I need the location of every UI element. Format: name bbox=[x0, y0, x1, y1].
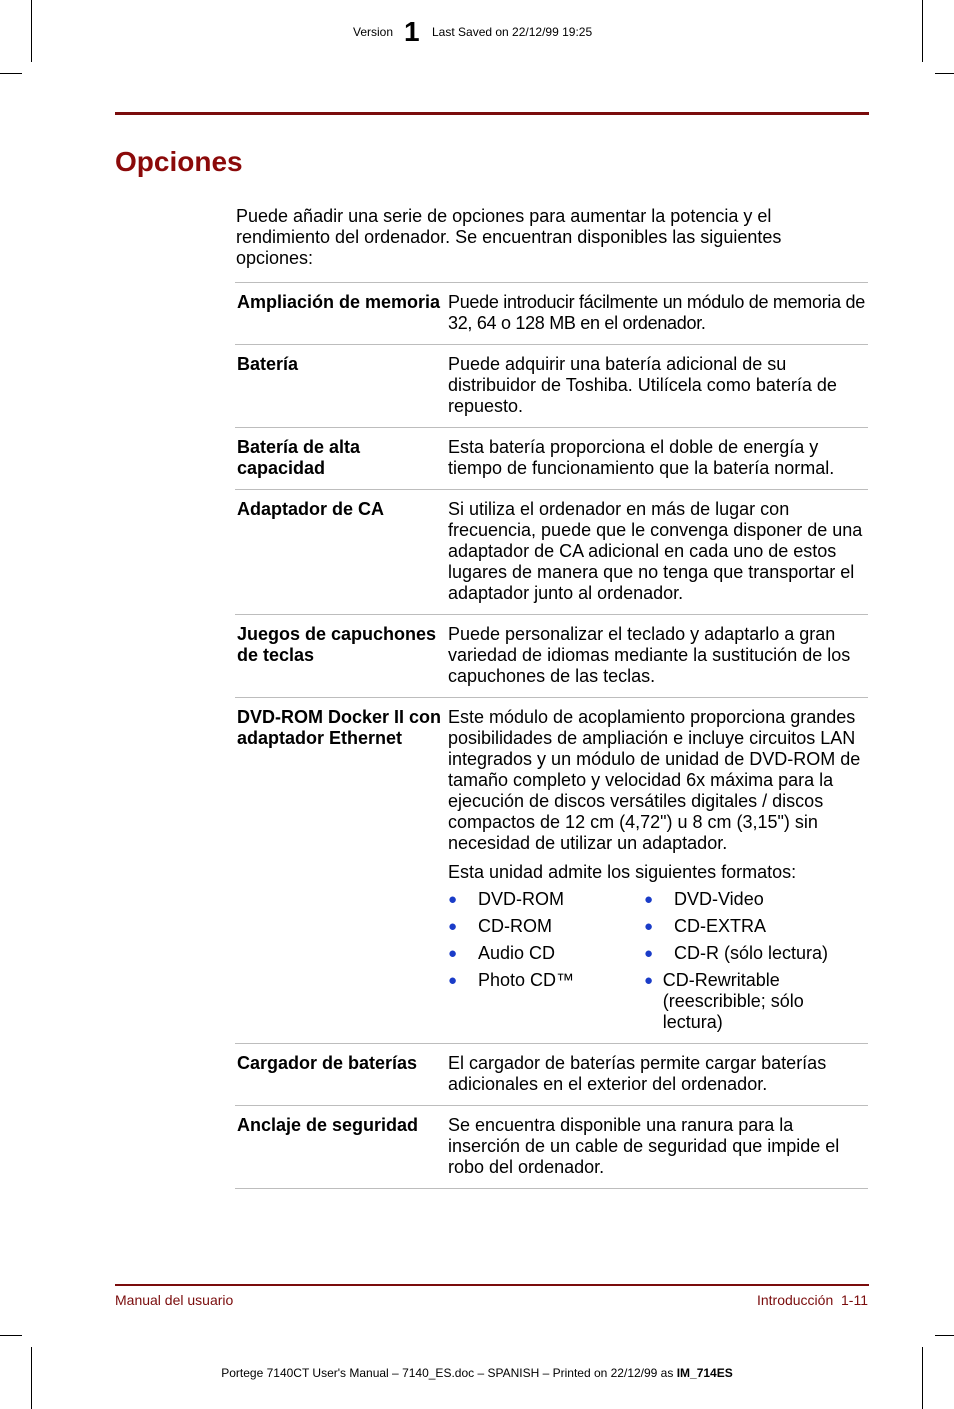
table-row bbox=[235, 1044, 868, 1106]
format-label: DVD-ROM bbox=[478, 889, 564, 909]
bullet-icon: ● bbox=[644, 891, 654, 908]
bullet-icon: ● bbox=[644, 972, 654, 989]
list-item bbox=[448, 916, 644, 937]
crop-mark bbox=[922, 0, 923, 62]
list-item bbox=[448, 943, 644, 964]
format-label: Photo CD™ bbox=[478, 970, 575, 990]
version-label: Version bbox=[353, 25, 394, 39]
intro-paragraph: Puede añadir una serie de opciones para aumentar la potencia y el rendimiento del ordenador. Se encuentran disponibles las siguientes opciones: bbox=[236, 206, 782, 268]
format-label: DVD-Video bbox=[674, 889, 764, 909]
bullet-icon: ● bbox=[644, 918, 654, 935]
format-label: CD-EXTRA bbox=[674, 916, 767, 936]
option-description: Puede introducir fácilmente un módulo de memoria de 32, 64 o 128 MB en el ordenador. bbox=[448, 292, 865, 333]
formats-intro: Esta unidad admite los siguientes formatos: bbox=[448, 862, 797, 882]
footer-manual-title: Manual del usuario bbox=[115, 1292, 234, 1308]
table-row bbox=[235, 615, 868, 698]
option-name: Batería bbox=[237, 354, 299, 374]
option-name: Ampliación de memoria bbox=[237, 292, 441, 312]
footer-page-number: Introducción 1-11 bbox=[756, 1292, 868, 1308]
list-item bbox=[644, 916, 868, 937]
option-name: Cargador de baterías bbox=[237, 1053, 418, 1073]
list-item bbox=[448, 889, 644, 910]
crop-mark bbox=[935, 73, 954, 74]
bullet-icon: ● bbox=[644, 945, 654, 962]
list-item bbox=[448, 970, 644, 1033]
table-row bbox=[235, 345, 868, 428]
option-description: Puede personalizar el teclado y adaptarlo a gran variedad de idiomas mediante la sustitución de los capuchones de las teclas. bbox=[448, 624, 851, 686]
crop-mark bbox=[31, 0, 32, 62]
option-name: DVD-ROM Docker II con adaptador Ethernet bbox=[237, 707, 442, 748]
crop-mark bbox=[935, 1335, 954, 1336]
crop-mark bbox=[0, 1335, 22, 1336]
format-label: CD-R (sólo lectura) bbox=[674, 943, 829, 963]
list-item bbox=[644, 889, 868, 910]
table-row bbox=[235, 428, 868, 490]
table-row bbox=[235, 283, 868, 345]
option-name: Juegos de capuchones de teclas bbox=[237, 624, 437, 665]
option-description: Si utiliza el ordenador en más de lugar con frecuencia, puede que le convenga disponer de una adaptador de CA adicional en cada uno de estos lugares de manera que no tenga que transportar el adaptador junto al ordenador. bbox=[448, 499, 863, 603]
list-item bbox=[644, 970, 868, 1033]
table-row bbox=[235, 698, 868, 1044]
bullet-icon: ● bbox=[448, 972, 458, 989]
table-row bbox=[235, 490, 868, 615]
print-code: IM_714ES bbox=[676, 1366, 733, 1380]
bullet-icon: ● bbox=[448, 918, 458, 935]
version-number: 1 bbox=[404, 16, 420, 47]
formats-list bbox=[448, 889, 868, 1033]
footer-rule bbox=[115, 1284, 869, 1286]
option-description-cell bbox=[446, 698, 868, 1044]
option-description: El cargador de baterías permite cargar baterías adicionales en el exterior del ordenador. bbox=[448, 1053, 827, 1094]
option-description: Puede adquirir una batería adicional de su distribuidor de Toshiba. Utilícela como batería de repuesto. bbox=[448, 354, 837, 416]
table-row bbox=[235, 1106, 868, 1189]
format-label: Audio CD bbox=[478, 943, 556, 963]
bullet-icon: ● bbox=[448, 891, 458, 908]
header-rule bbox=[115, 112, 869, 115]
option-description: Este módulo de acoplamiento proporciona grandes posibilidades de ampliación e incluye circuitos LAN integrados y un módulo de unidad de DVD-ROM de tamaño completo y velocidad 6x máxima para la ejecución de discos versátiles digitales / discos compactos de 12 cm (4,72") u 8 cm (3,15") sin necesidad de utilizar un adaptador. bbox=[448, 707, 861, 853]
format-label: CD-ROM bbox=[478, 916, 552, 936]
page-title: Opciones bbox=[115, 146, 243, 177]
list-item bbox=[644, 943, 868, 964]
print-line-text: Portege 7140CT User's Manual – 7140_ES.doc – SPANISH – Printed on 22/12/99 as bbox=[221, 1366, 674, 1380]
bullet-icon: ● bbox=[448, 945, 458, 962]
option-description: Esta batería proporciona el doble de energía y tiempo de funcionamiento que la batería normal. bbox=[448, 437, 835, 478]
format-label: CD-Rewritable (reescribible; sólo lectura) bbox=[662, 970, 804, 1032]
option-name: Batería de alta capacidad bbox=[237, 437, 361, 478]
options-table bbox=[235, 282, 868, 1189]
option-name: Anclaje de seguridad bbox=[237, 1115, 419, 1135]
print-info bbox=[0, 1366, 954, 1380]
option-name: Adaptador de CA bbox=[237, 499, 385, 519]
crop-mark bbox=[0, 73, 22, 74]
option-description: Se encuentra disponible una ranura para la inserción de un cable de seguridad que impide el robo del ordenador. bbox=[448, 1115, 840, 1177]
last-saved: Last Saved on 22/12/99 19:25 bbox=[432, 25, 593, 39]
